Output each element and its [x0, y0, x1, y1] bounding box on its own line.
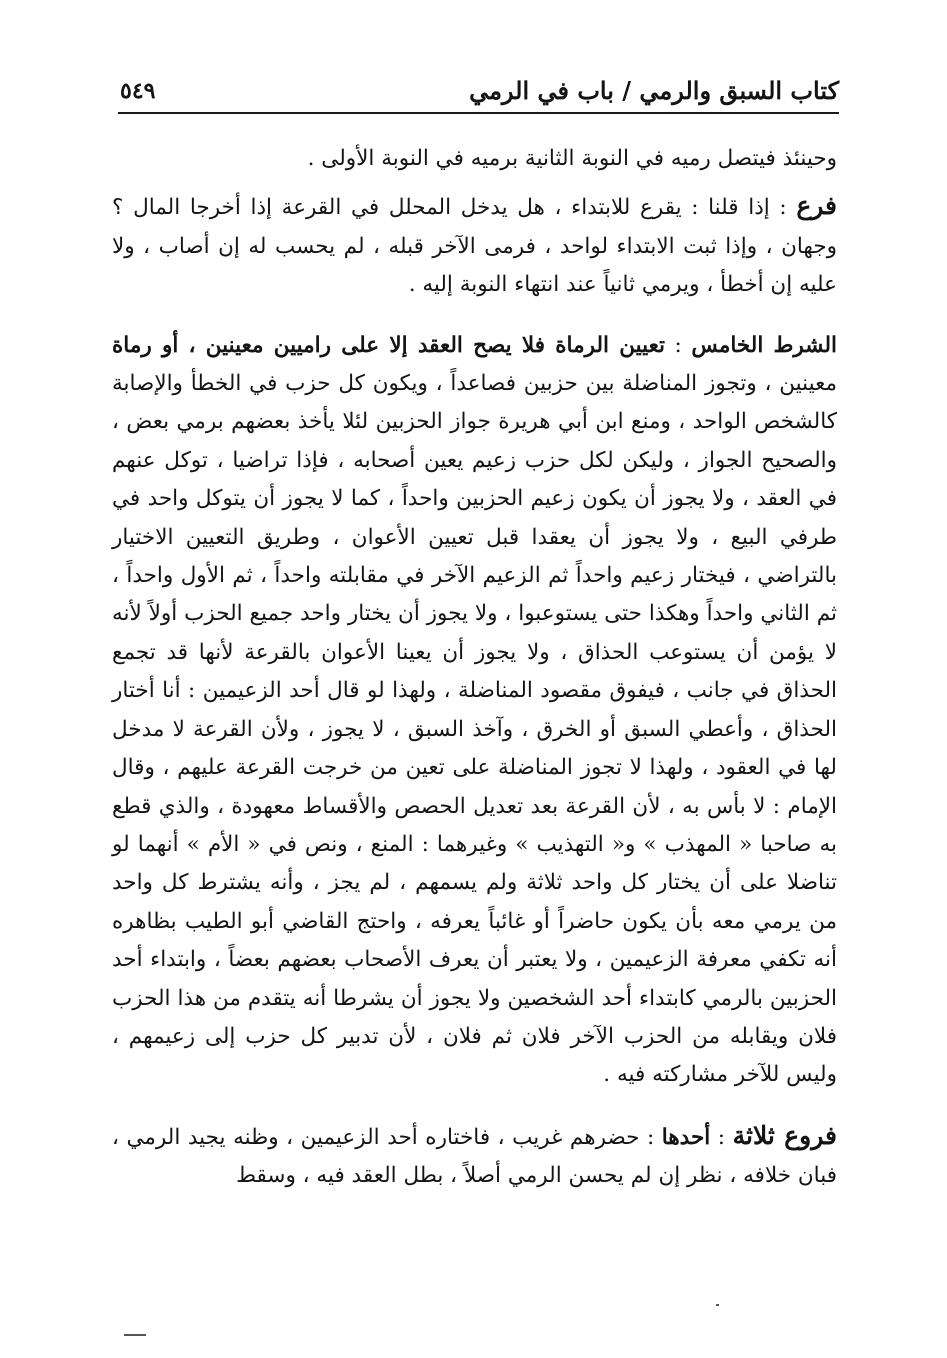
paragraph-three-branches: [112, 1117, 837, 1196]
section-heading: فرع: [796, 191, 837, 221]
running-title: كتاب السبق والرمي / باب في الرمي: [469, 76, 839, 105]
separator-colon: :: [664, 332, 692, 358]
section-heading: الشرط الخامس: [691, 332, 837, 358]
paragraph-text: : إذا قلنا : يقرع للابتداء ، هل يدخل المحلل في القرعة إذا أخرجا المال ؟ وجهان ، وإذا ثبت الابتداء لواحد ، فرمى الآخر قبله ، لم يحسب له إن أصاب ، ولا عليه إن أخطأ ، ويرمي ثانياً عند انتهاء النوبة إليه .: [112, 195, 837, 298]
separator-colon: :: [710, 1124, 733, 1150]
paragraph-text: وحينئذ فيتصل رميه في النوبة الثانية برميه في النوبة الأولى .: [307, 146, 837, 171]
sub-heading: أحدها: [661, 1124, 711, 1150]
paragraph-far: [112, 187, 837, 304]
scan-speck: [716, 1304, 719, 1306]
paragraph-text: معينين ، وتجوز المناضلة بين حزبين فصاعداً ، ويكون كل حزب في الخطأ والإصابة كالشخص الواحد ، ومنع ابن أبي هريرة جواز الحزبين لئلا يأخذ بعضهم برمي بعض ، والصحيح الجواز ، وليكن لكل حزب زعيم يعين أصحابه ، فإذا تراضيا ، توكل عنهم في العقد ، ولا يجوز أن يكون زعيم الحزبين واحداً ، كما لا يجوز أن يتوكل واحد في طرفي البيع ، ولا يجوز أن يعقدا قبل تعيين الأعوان ، وطريق التعيين الاختيار بالتراضي ، فيختار زعيم واحداً ثم الزعيم الآخر في مقابلته واحداً ، ثم الأول واحداً ، ثم الثاني واحداً وهكذا حتى يستوعبوا ، ولا يجوز أن يختار واحد جميع الحزب أولاً لأنه لا يؤمن أن يستوعب الحذاق ، ولا يجوز أن يعينا الأعوان بالقرعة لأنها قد تجمع الحذاق في جانب ، فيفوق مقصود المناضلة ، ولهذا لو قال أحد الزعيمين : أنا أختار الحذاق ، وأعطي السبق أو الخرق ، وآخذ السبق ، لا يجوز ، ولأن القرعة لا مدخل لها في العقود ، ولهذا لا تجوز المناضلة على تعين من خرجت القرعة عليهم ، وقال الإمام : لا بأس به ، لأن القرعة بعد تعديل الحصص والأقساط معهودة ، والذي قطع به صاحبا « المهذب » و« التهذيب » وغيرهما : المنع ، ونص في « الأم » أنهما لو تناضلا على أن يختار كل واحد ثلاثة ولم يسمهم ، لم يجز ، وأنه يشترط كل واحد من يرمي معه بأن يكون حاضراً أو غائباً يعرفه ، واحتج القاضي أبو الطيب بظاهره أنه تكفي معرفة الزعيمين ، ولا يعتبر أن يعرف الأصحاب بعضهم بعضاً ، وابتداء أحد الحزبين بالرمي كابتداء أحد الشخصين ولا يجوز أن يشرطا أنه يتقدم من هذا الحزب فلان ويقابله من الحزب الآخر فلان ثم فلان ، لأن تدبير كل حزب إلى زعيمهم ، وليس للآخر مشاركته فيه .: [112, 371, 837, 1088]
page-header: [118, 66, 839, 114]
paragraph-continuation: [112, 140, 837, 178]
page-body: [112, 140, 837, 1196]
bold-lead-text: تعيين الرماة فلا يصح العقد إلا على راميين معينين ، أو رماة: [112, 332, 665, 358]
separator-colon: :: [639, 1124, 662, 1150]
paragraph-fifth-condition: [112, 327, 837, 1095]
scan-speck: [124, 1334, 146, 1336]
paragraph-text: حضرهم غريب ، فاختاره أحد الزعيمين ، وظنه يجيد الرمي ، فبان خلافه ، نظر إن لم يحسن الرمي أصلاً ، بطل العقد فيه ، وسقط: [112, 1124, 837, 1189]
page-number: ٥٤٩: [120, 78, 156, 104]
section-heading: فروع ثلاثة: [732, 1120, 837, 1150]
